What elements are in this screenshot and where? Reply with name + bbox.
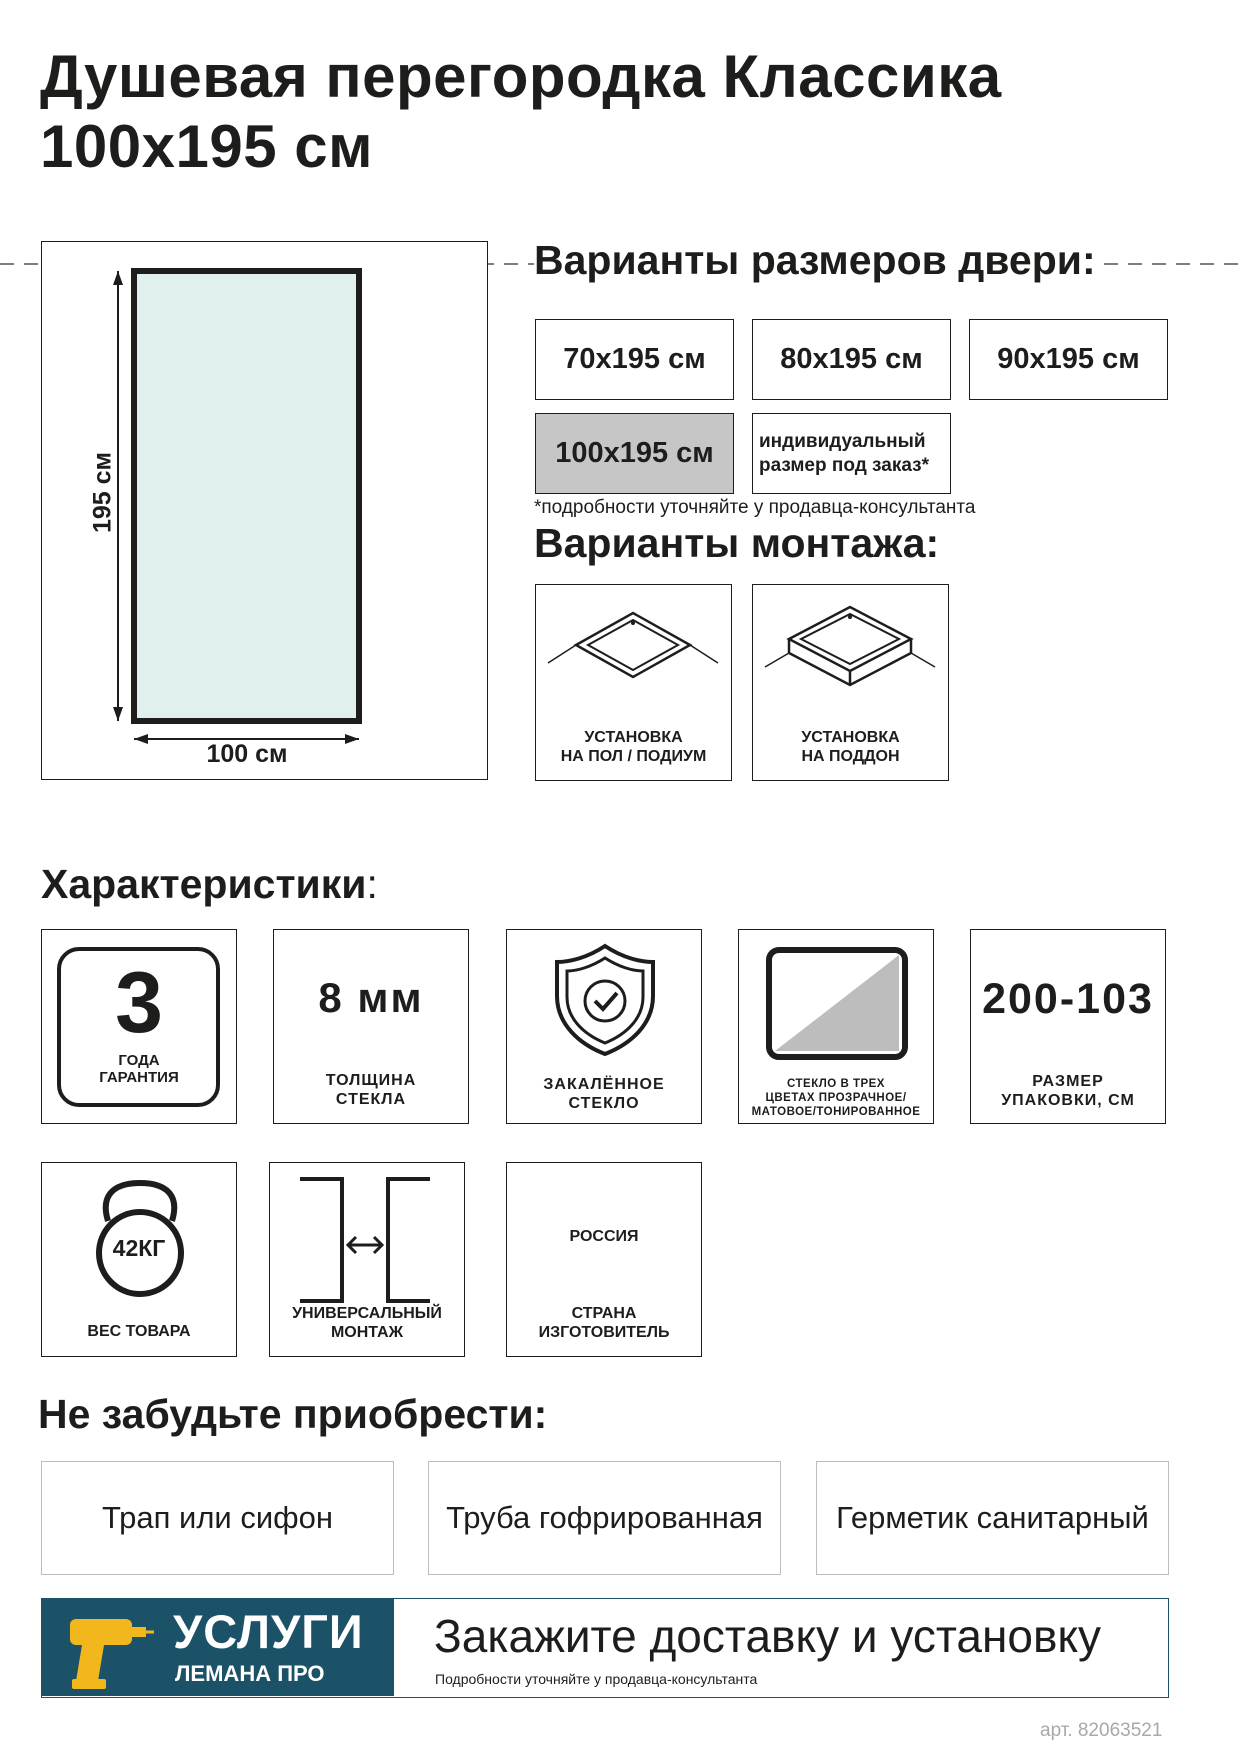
drill-icon	[64, 1607, 154, 1697]
door-sizes-heading: Варианты размеров двери:	[534, 236, 1102, 284]
services-brand-block	[42, 1599, 394, 1696]
mount-floor-caption	[536, 728, 731, 766]
thickness-value: 8 мм	[318, 974, 424, 1021]
universal-caption	[270, 1304, 464, 1342]
universal-line-2: МОНТАЖ	[330, 1324, 404, 1341]
height-label: 195 см	[88, 451, 117, 534]
floor-tray-icon	[536, 595, 730, 715]
services-banner[interactable]	[41, 1598, 1169, 1698]
glass-panel	[134, 271, 359, 721]
services-note: Подробности уточняйте у продавца-консультанта	[435, 1671, 758, 1687]
thickness-line-2: СТЕКЛА	[335, 1091, 407, 1108]
country-line-1: СТРАНА	[571, 1305, 637, 1322]
characteristics-heading	[41, 860, 378, 908]
glass-colors-caption	[739, 1077, 933, 1119]
universal-mount-icon	[270, 1173, 466, 1303]
feature-glass-colors	[738, 929, 934, 1124]
weight-value: 42КГ	[112, 1235, 166, 1261]
custom-size-line-2: размер под заказ*	[759, 454, 929, 476]
services-title: УСЛУГИ	[173, 1605, 364, 1658]
feature-universal	[269, 1162, 465, 1357]
height-arrow-bottom	[113, 707, 123, 721]
buy-item-sealant[interactable]: Герметик санитарный	[816, 1461, 1169, 1575]
mount-tray-line-1: УСТАНОВКА	[801, 729, 900, 746]
article-number: арт. 82063521	[1040, 1720, 1163, 1741]
feature-tempered	[506, 929, 702, 1124]
services-cta: Закажите доставку и установку	[434, 1610, 1102, 1662]
shower-tray-icon	[753, 595, 947, 715]
package-line-2: УПАКОВКИ, СМ	[1001, 1092, 1135, 1109]
shield-check-icon	[507, 940, 703, 1060]
characteristics-heading-colon: :	[366, 861, 378, 907]
mount-option-floor[interactable]	[535, 584, 732, 781]
size-option-80[interactable]: 80х195 см	[752, 319, 951, 400]
feature-warranty	[41, 929, 237, 1124]
mount-floor-line-1: УСТАНОВКА	[584, 729, 683, 746]
dimension-diagram	[41, 241, 488, 780]
thickness-line-1: ТОЛЩИНА	[325, 1072, 417, 1089]
height-arrow-top	[113, 271, 123, 285]
size-footnote: *подробности уточняйте у продавца-консультанта	[534, 497, 976, 518]
thickness-caption	[274, 1071, 468, 1109]
buy-item-pipe[interactable]: Труба гофрированная	[428, 1461, 781, 1575]
tempered-line-2: СТЕКЛО	[568, 1095, 640, 1112]
buy-item-drain[interactable]: Трап или сифон	[41, 1461, 394, 1575]
warranty-line-1: ГОДА	[118, 1052, 160, 1069]
warranty-caption	[42, 1052, 236, 1086]
package-caption	[971, 1072, 1165, 1110]
glass-colors-line-3: МАТОВОЕ/ТОНИРОВАННОЕ	[751, 1106, 921, 1118]
mount-tray-caption	[753, 728, 948, 766]
tempered-caption	[507, 1075, 701, 1113]
feature-thickness	[273, 929, 469, 1124]
custom-size-line-1: индивидуальный	[759, 430, 926, 452]
page-title	[40, 42, 1200, 182]
buy-heading: Не забудьте приобрести:	[38, 1391, 548, 1437]
feature-weight	[41, 1162, 237, 1357]
size-option-70[interactable]: 70х195 см	[535, 319, 734, 400]
services-subtitle: ЛЕМАНА ПРО	[175, 1661, 325, 1686]
mounting-heading: Варианты монтажа:	[534, 520, 940, 566]
package-line-1: РАЗМЕР	[1032, 1073, 1104, 1090]
tempered-line-1: ЗАКАЛЁННОЕ	[543, 1076, 665, 1093]
country-caption	[507, 1304, 701, 1342]
width-label: 100 см	[206, 740, 288, 768]
universal-line-1: УНИВЕРСАЛЬНЫЙ	[292, 1305, 442, 1322]
glass-colors-line-2: ЦВЕТАХ ПРОЗРАЧНОЕ/	[765, 1092, 907, 1104]
warranty-line-2: ГАРАНТИЯ	[99, 1069, 179, 1086]
size-option-100-selected[interactable]: 100х195 см	[535, 413, 734, 494]
mount-tray-line-2: НА ПОДДОН	[801, 748, 900, 765]
weight-caption: ВЕС ТОВАРА	[87, 1323, 191, 1340]
title-line-2: 100х195 см	[40, 113, 374, 180]
mount-option-tray[interactable]	[752, 584, 949, 781]
glass-tint-icon	[739, 938, 935, 1068]
country-value: РОССИЯ	[569, 1228, 639, 1245]
title-line-1: Душевая перегородка Классика	[40, 43, 1002, 110]
characteristics-heading-text: Характеристики	[41, 861, 367, 907]
country-line-2: ИЗГОТОВИТЕЛЬ	[538, 1324, 670, 1341]
glass-colors-line-1: СТЕКЛО В ТРЕХ	[787, 1078, 885, 1090]
size-option-custom[interactable]	[752, 413, 951, 494]
warranty-years: 3	[115, 955, 163, 1051]
feature-package	[970, 929, 1166, 1124]
height-label-wrap	[88, 451, 118, 534]
package-value: 200-103	[982, 975, 1154, 1023]
size-option-90[interactable]: 90х195 см	[969, 319, 1168, 400]
feature-country	[506, 1162, 702, 1357]
mount-floor-line-2: НА ПОЛ / ПОДИУМ	[560, 748, 707, 765]
